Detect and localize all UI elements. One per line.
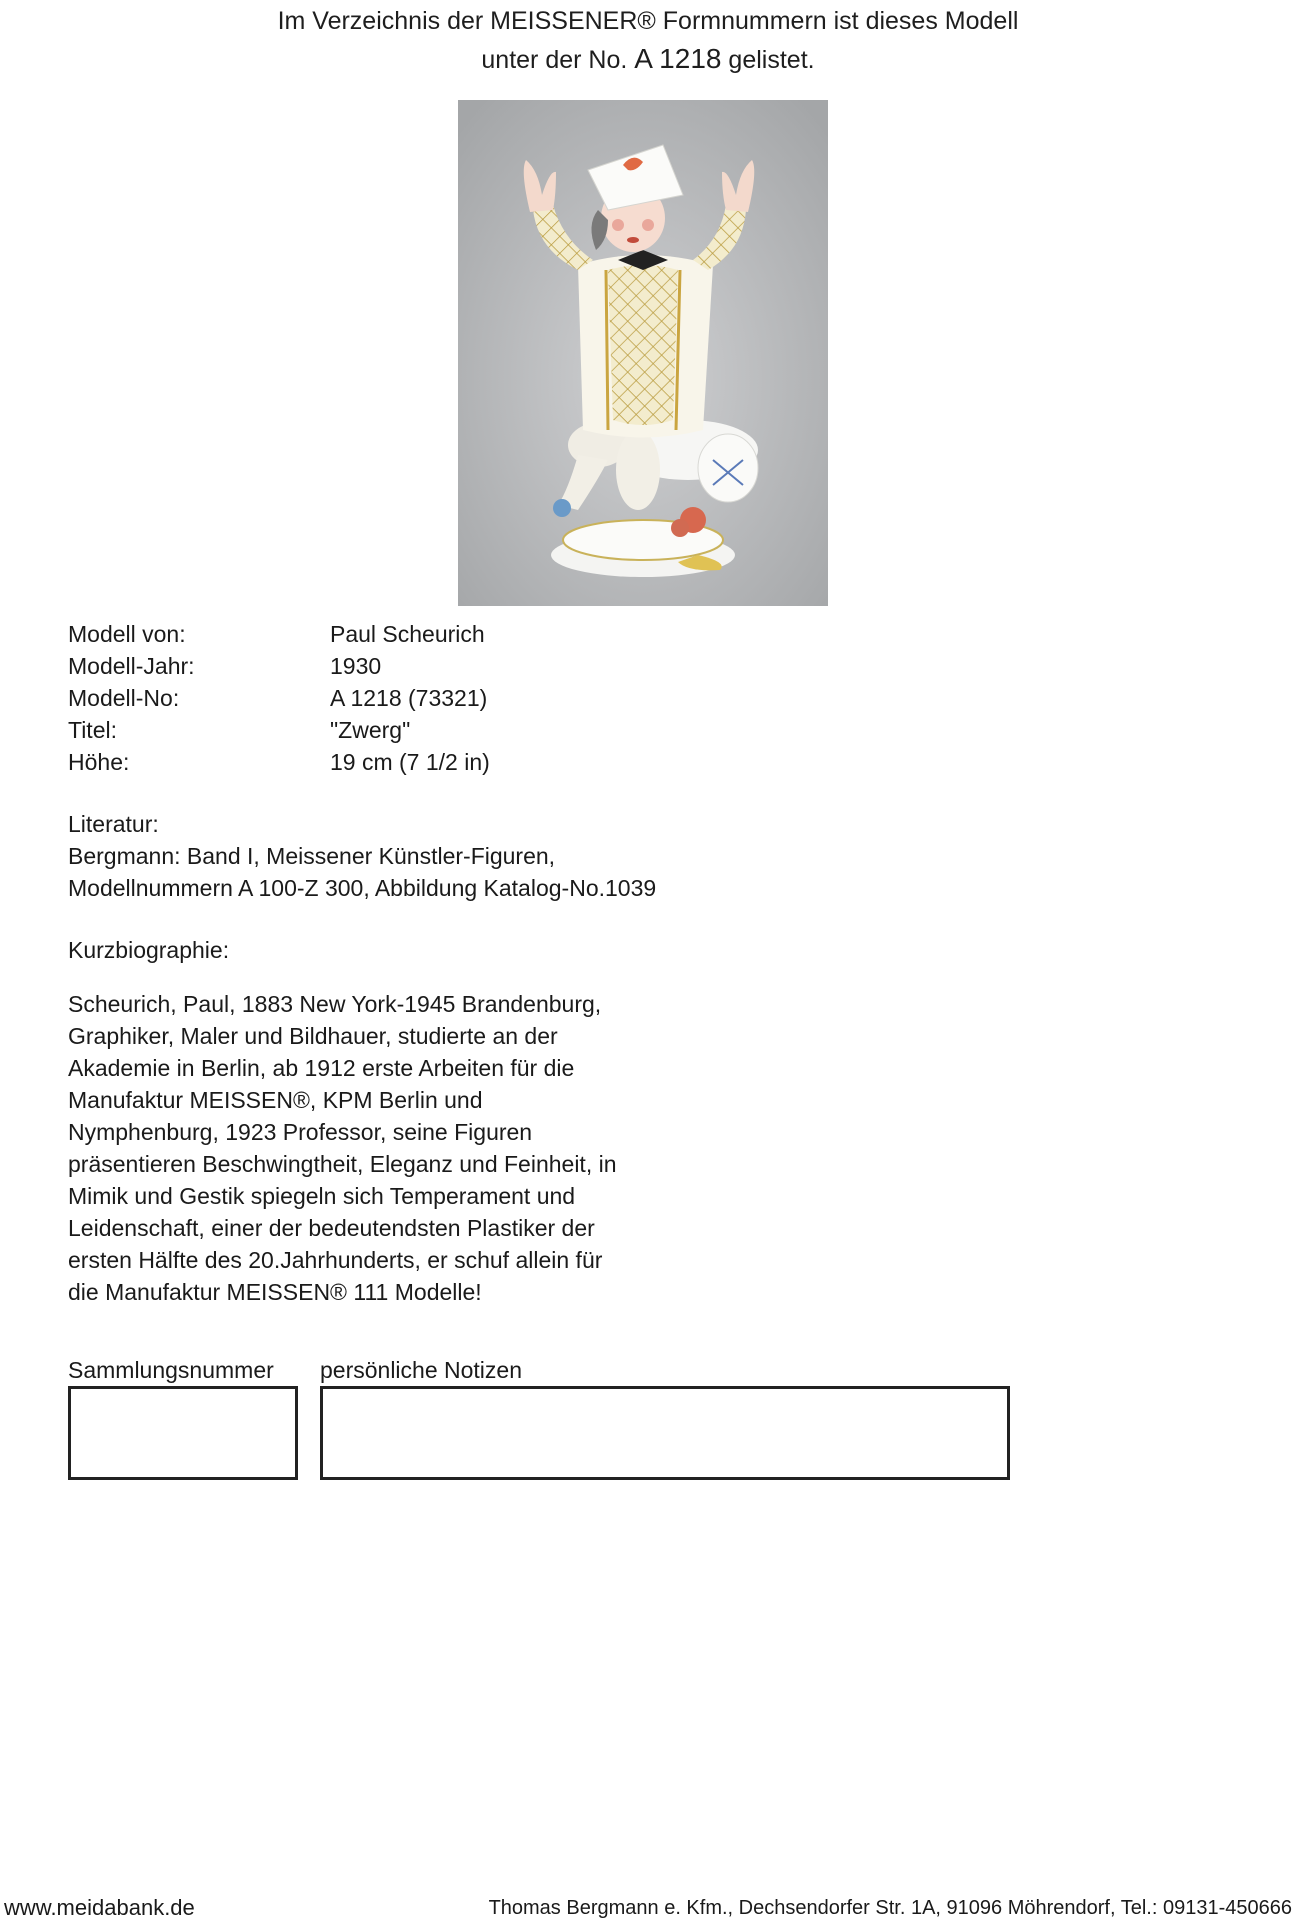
model-number: A 1218 xyxy=(634,43,722,74)
figurine-photo xyxy=(458,100,828,606)
fact-value: A 1218 (73321) xyxy=(330,685,488,711)
fact-row-height xyxy=(68,746,490,778)
fact-value: 19 cm (7 1/2 in) xyxy=(330,749,490,775)
biography-line: Manufaktur MEISSEN®, KPM Berlin und xyxy=(68,1087,483,1113)
page-header xyxy=(0,2,1296,79)
fact-label: Titel: xyxy=(68,717,117,743)
figurine-illustration xyxy=(458,100,828,606)
fact-value: 1930 xyxy=(330,653,382,679)
biography-line: Leidenschaft, einer der bedeutendsten Plastiker der xyxy=(68,1215,595,1241)
biography-line: ersten Hälfte des 20.Jahrhunderts, er schuf allein für xyxy=(68,1247,603,1273)
literature-section xyxy=(68,808,708,904)
biography-line: die Manufaktur MEISSEN® 111 Modelle! xyxy=(68,1279,482,1305)
fact-row-model-by xyxy=(68,618,490,650)
biography-line: Nymphenburg, 1923 Professor, seine Figuren xyxy=(68,1119,533,1145)
notes-box[interactable] xyxy=(320,1386,1010,1480)
header-line-2-prefix: unter der No. xyxy=(481,46,628,74)
header-line-2-suffix: gelistet. xyxy=(728,46,815,74)
biography-text xyxy=(68,988,708,1308)
biography-line: Scheurich, Paul, 1883 New York-1945 Brandenburg, xyxy=(68,991,602,1017)
fact-value: Paul Scheurich xyxy=(330,621,485,647)
header-line-1: Im Verzeichnis der MEISSENER® Formnummern ist dieses Modell xyxy=(277,7,1019,35)
notes-label: persönliche Notizen xyxy=(320,1357,523,1383)
biography-line: präsentieren Beschwingtheit, Eleganz und Feinheit, in xyxy=(68,1151,617,1177)
facts-table xyxy=(68,618,490,778)
fact-row-title xyxy=(68,714,490,746)
fact-label: Modell-No: xyxy=(68,685,180,711)
footer-address: Thomas Bergmann e. Kfm., Dechsendorfer Str. 1A, 91096 Möhrendorf, Tel.: 09131-450666 xyxy=(488,1897,1292,1919)
biography-line: Mimik und Gestik spiegeln sich Temperament und xyxy=(68,1183,576,1209)
fact-label: Modell-Jahr: xyxy=(68,653,195,679)
biography-line: Graphiker, Maler und Bildhauer, studierte an der xyxy=(68,1023,558,1049)
fact-row-model-year xyxy=(68,650,490,682)
collection-number-box[interactable] xyxy=(68,1386,298,1480)
literature-heading: Literatur: xyxy=(68,811,159,837)
header-line-2 xyxy=(0,40,1296,79)
literature-line: Bergmann: Band I, Meissener Künstler-Figuren, xyxy=(68,843,556,869)
biography-line: Akademie in Berlin, ab 1912 erste Arbeiten für die xyxy=(68,1055,575,1081)
fact-label: Höhe: xyxy=(68,749,130,775)
fact-label: Modell von: xyxy=(68,621,186,647)
literature-line: Modellnummern A 100-Z 300, Abbildung Katalog-No.1039 xyxy=(68,875,657,901)
fact-value: "Zwerg" xyxy=(330,717,411,743)
biography-heading: Kurzbiographie: xyxy=(68,937,230,963)
collection-number-label: Sammlungsnummer xyxy=(68,1357,274,1383)
footer-website[interactable]: www.meidabank.de xyxy=(4,1895,195,1920)
fact-row-model-no xyxy=(68,682,490,714)
